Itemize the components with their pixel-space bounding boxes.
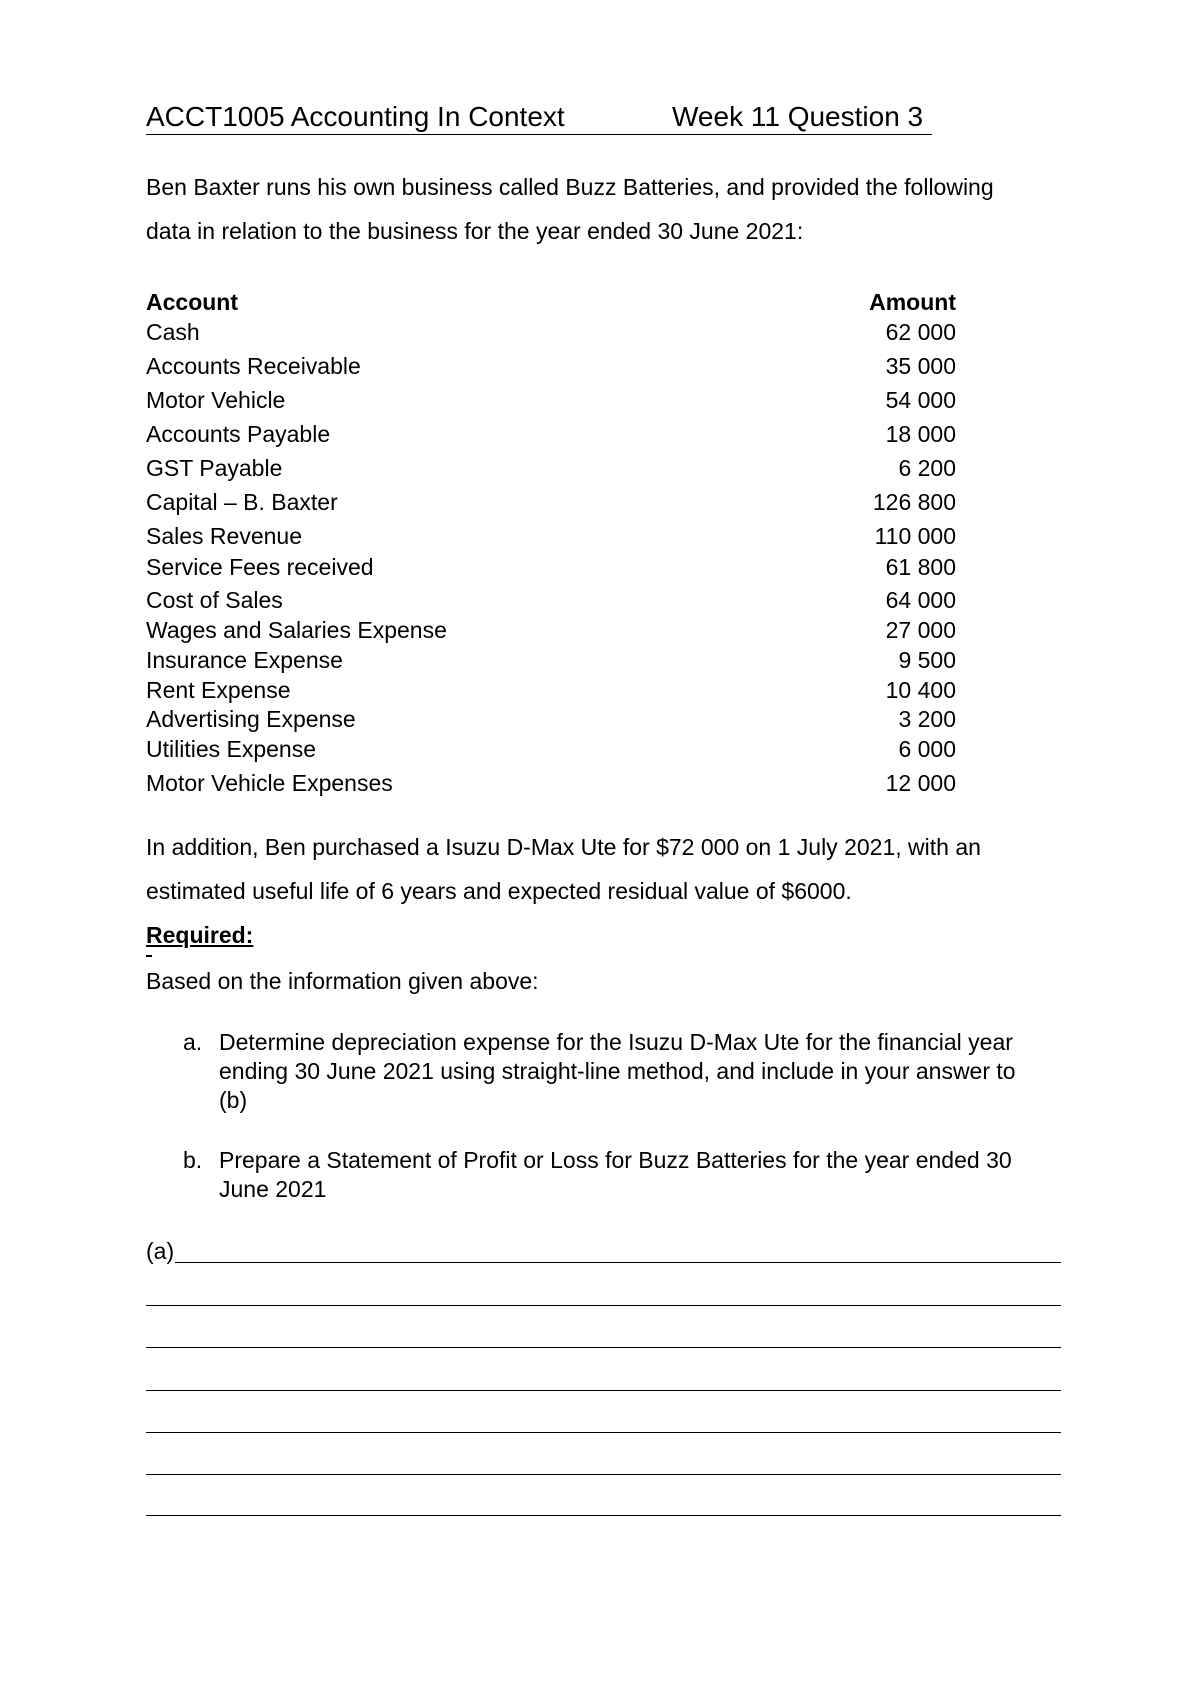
week-question-title: Week 11 Question 3 (672, 101, 924, 132)
account-name: Wages and Salaries Expense (146, 617, 447, 643)
answer-line[interactable] (146, 1347, 1061, 1348)
account-amount: 27 000 (885, 617, 956, 643)
account-name: Advertising Expense (146, 706, 356, 732)
required-heading: Required: (146, 922, 254, 948)
table-row (146, 552, 956, 582)
table-row (146, 645, 956, 675)
account-name: Accounts Payable (146, 421, 331, 447)
question-text: Determine depreciation expense for the Isuzu D-Max Ute for the financial year ending 30 June 2021 using straight-line method, and include in your answer to (b) (219, 1029, 1016, 1113)
account-amount: 6 200 (898, 455, 956, 481)
account-amount: 110 000 (874, 523, 956, 549)
account-name: Insurance Expense (146, 647, 343, 673)
addition-paragraph (146, 825, 1026, 913)
account-name: Utilities Expense (146, 736, 317, 762)
table-row (146, 585, 956, 615)
based-on-text: Based on the information given above: (146, 968, 539, 994)
intro-line-1: Ben Baxter runs his own business called Buzz Batteries, and provided the following (146, 174, 994, 200)
account-name: Rent Expense (146, 677, 291, 703)
account-name: Sales Revenue (146, 523, 302, 549)
question-label: a. (183, 1029, 203, 1055)
account-amount: 54 000 (885, 387, 956, 413)
account-amount: 62 000 (885, 319, 956, 345)
amount-column-header: Amount (869, 289, 956, 315)
account-amount: 61 800 (885, 554, 956, 580)
account-amount: 126 800 (872, 489, 956, 515)
answer-line[interactable] (146, 1390, 1061, 1391)
addition-line-2: estimated useful life of 6 years and expected residual value of $6000. (146, 878, 852, 904)
account-name: Cost of Sales (146, 587, 283, 613)
answer-line[interactable] (146, 1432, 1061, 1433)
account-amount: 10 400 (885, 677, 956, 703)
table-row (146, 521, 956, 551)
account-name: Cash (146, 319, 200, 345)
account-amount: 18 000 (885, 421, 956, 447)
answer-line[interactable] (146, 1305, 1061, 1306)
account-name: Service Fees received (146, 554, 374, 580)
account-name: Accounts Receivable (146, 353, 361, 379)
answer-line[interactable] (175, 1262, 1061, 1263)
account-column-header: Account (146, 289, 238, 315)
account-amount: 35 000 (885, 353, 956, 379)
course-title: ACCT1005 Accounting In Context (146, 101, 565, 132)
table-row (146, 615, 956, 645)
page-header (146, 100, 932, 135)
intro-paragraph (146, 165, 1026, 253)
question-text: Prepare a Statement of Profit or Loss for Buzz Batteries for the year ended 30 June 2021 (219, 1147, 1012, 1202)
table-row (146, 734, 956, 764)
table-row (146, 385, 956, 415)
intro-line-2: data in relation to the business for the year ended 30 June 2021: (146, 218, 804, 244)
account-name: Motor Vehicle (146, 387, 286, 413)
account-name: Motor Vehicle Expenses (146, 770, 393, 796)
table-row (146, 704, 956, 734)
addition-line-1: In addition, Ben purchased a Isuzu D-Max Ute for $72 000 on 1 July 2021, with an (146, 834, 981, 860)
account-name: Capital – B. Baxter (146, 489, 338, 515)
account-amount: 9 500 (898, 647, 956, 673)
table-row (146, 317, 956, 347)
table-row (146, 487, 956, 517)
answer-label: (a) (146, 1238, 175, 1264)
table-row (146, 351, 956, 381)
answer-line[interactable] (146, 1474, 1061, 1475)
dash-mark (146, 955, 152, 957)
table-row (146, 768, 956, 798)
account-name: GST Payable (146, 455, 283, 481)
account-amount: 12 000 (885, 770, 956, 796)
account-amount: 6 000 (898, 736, 956, 762)
answer-line[interactable] (146, 1515, 1061, 1516)
account-amount: 64 000 (885, 587, 956, 613)
question-label: b. (183, 1147, 203, 1173)
account-amount: 3 200 (898, 706, 956, 732)
table-row (146, 675, 956, 705)
table-row (146, 453, 956, 483)
table-row (146, 419, 956, 449)
table-header-row (146, 287, 956, 317)
